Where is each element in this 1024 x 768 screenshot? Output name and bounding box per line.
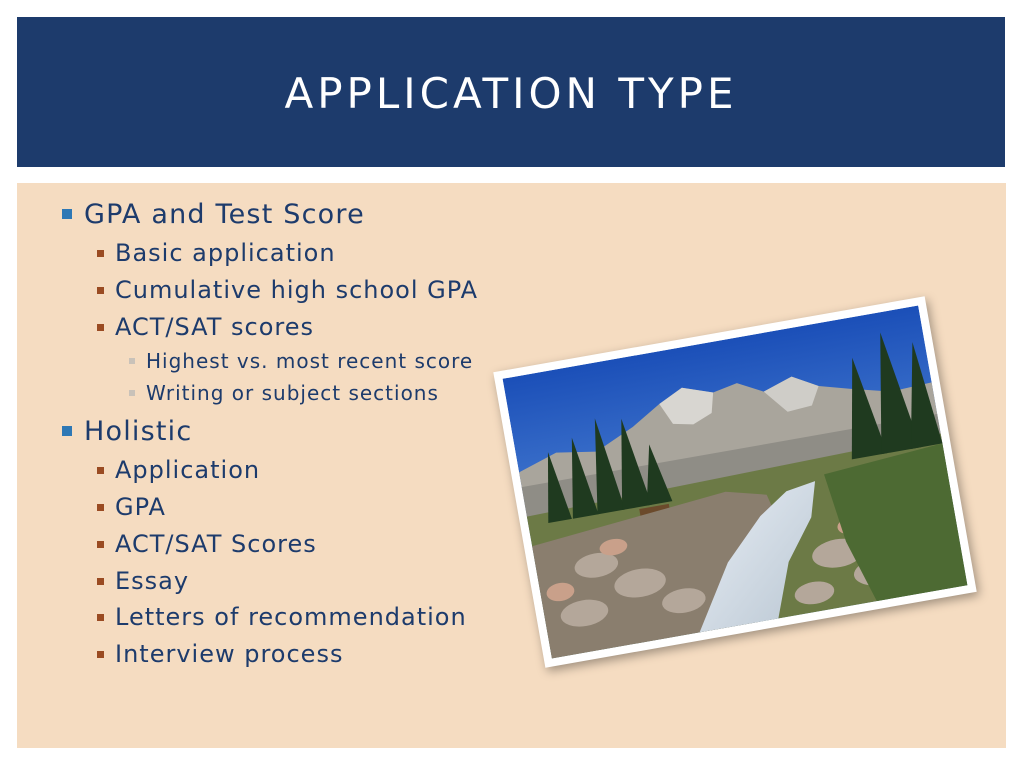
bullet-text: Writing or subject sections	[146, 381, 439, 405]
square-bullet-icon	[129, 358, 135, 364]
bullet-text: Essay	[115, 567, 190, 595]
bullet-text: Basic application	[115, 239, 336, 267]
bullet-item	[115, 567, 189, 595]
square-bullet-icon	[97, 250, 104, 257]
bullet-item	[115, 603, 467, 631]
bullet-item	[115, 313, 314, 341]
square-bullet-icon	[97, 578, 104, 585]
bullet-item	[115, 493, 166, 521]
bullet-item	[84, 416, 192, 447]
square-bullet-icon	[97, 287, 104, 294]
slide-title: APPLICATION TYPE	[284, 68, 738, 118]
bullet-text: Holistic	[84, 416, 193, 447]
bullet-list	[17, 183, 577, 748]
bullet-text: Cumulative high school GPA	[115, 276, 479, 304]
square-bullet-icon	[62, 209, 72, 219]
bullet-item	[146, 349, 473, 373]
square-bullet-icon	[62, 426, 72, 436]
bullet-item	[115, 530, 317, 558]
bullet-item	[115, 640, 343, 668]
square-bullet-icon	[129, 390, 135, 396]
square-bullet-icon	[97, 324, 104, 331]
bullet-text: Application	[115, 456, 261, 484]
bullet-text: GPA and Test Score	[84, 199, 365, 230]
bullet-text: GPA	[115, 493, 166, 521]
bullet-item	[84, 199, 365, 230]
bullet-text: Highest vs. most recent score	[146, 349, 474, 373]
bullet-text: Letters of recommendation	[115, 603, 467, 631]
bullet-text: Interview process	[115, 640, 344, 668]
bullet-text: ACT/SAT Scores	[115, 530, 317, 558]
bullet-item	[115, 456, 260, 484]
title-bar	[17, 17, 1005, 167]
bullet-item	[115, 239, 336, 267]
bullet-item	[115, 276, 478, 304]
landscape-image	[503, 306, 968, 659]
square-bullet-icon	[97, 541, 104, 548]
bullet-item	[146, 381, 439, 405]
square-bullet-icon	[97, 467, 104, 474]
square-bullet-icon	[97, 614, 104, 621]
square-bullet-icon	[97, 504, 104, 511]
square-bullet-icon	[97, 651, 104, 658]
bullet-text: ACT/SAT scores	[115, 313, 315, 341]
